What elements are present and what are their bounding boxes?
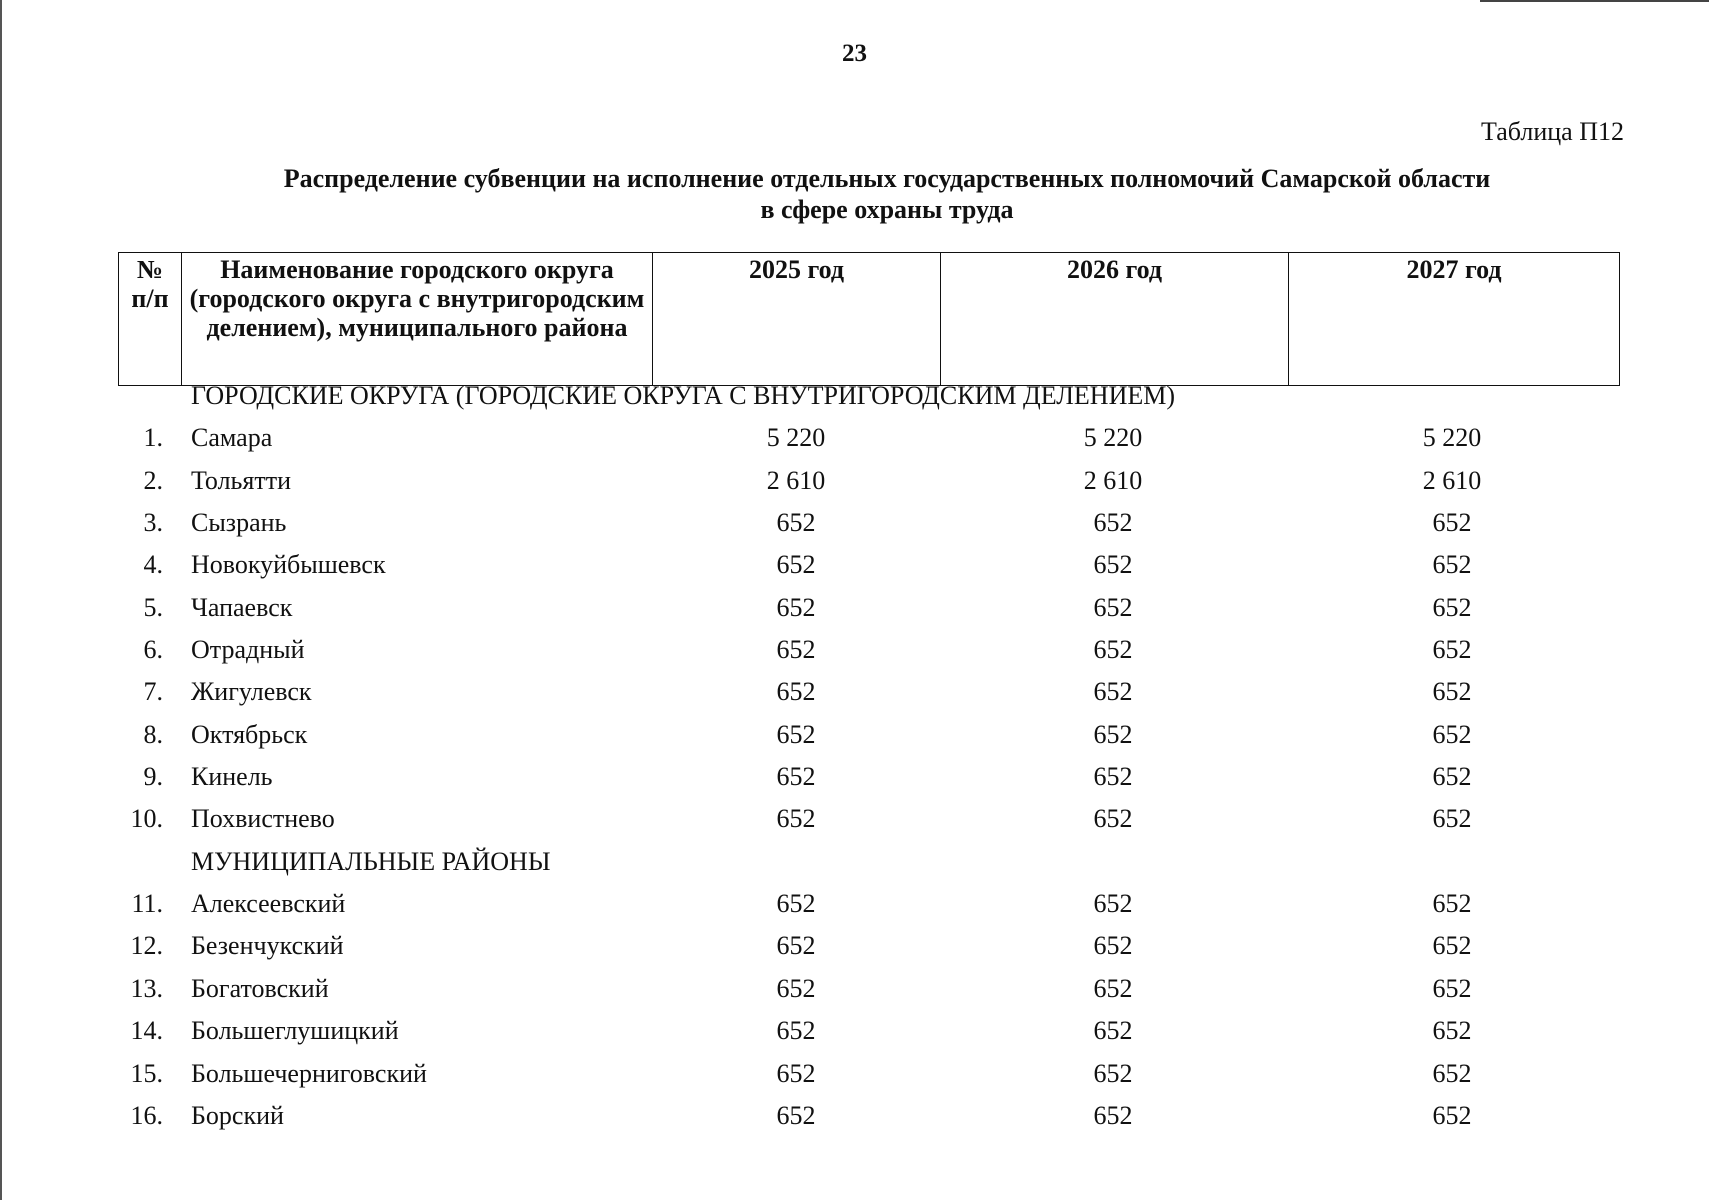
row-value-2026: 652 bbox=[1093, 889, 1133, 919]
page-number: 23 bbox=[842, 40, 867, 67]
section-title: ГОРОДСКИЕ ОКРУГА (ГОРОДСКИЕ ОКРУГА С ВНУТРИГОРОДСКИМ ДЕЛЕНИЕМ) bbox=[191, 381, 1176, 410]
row-value-2025: 652 bbox=[776, 762, 816, 792]
row-value-2025: 652 bbox=[776, 1058, 816, 1088]
row-value-2027: 5 220 bbox=[1422, 423, 1482, 453]
row-value-2026: 652 bbox=[1093, 635, 1133, 665]
table-row bbox=[0, 423, 1709, 469]
table-row bbox=[0, 931, 1709, 977]
row-value-2026: 2 610 bbox=[1083, 465, 1143, 495]
row-value-2026: 652 bbox=[1093, 719, 1133, 749]
row-number: 6. bbox=[143, 635, 163, 665]
row-number: 10. bbox=[130, 804, 163, 834]
table-row bbox=[0, 804, 1709, 850]
row-number: 2. bbox=[143, 465, 163, 495]
row-value-2027: 652 bbox=[1432, 677, 1472, 707]
row-name: Большеглушицкий bbox=[191, 1016, 399, 1046]
row-name: Кинель bbox=[191, 762, 273, 792]
table-row bbox=[0, 1016, 1709, 1062]
row-value-2027: 652 bbox=[1432, 973, 1472, 1003]
row-number: 11. bbox=[131, 889, 163, 919]
row-value-2025: 652 bbox=[776, 677, 816, 707]
table-label: Таблица П12 bbox=[1481, 117, 1624, 146]
row-number: 7. bbox=[143, 677, 163, 707]
section-row bbox=[0, 381, 1709, 427]
row-value-2025: 652 bbox=[776, 1016, 816, 1046]
row-value-2026: 652 bbox=[1093, 677, 1133, 707]
row-value-2026: 652 bbox=[1093, 1058, 1133, 1088]
row-name: Отрадный bbox=[191, 635, 305, 665]
row-value-2027: 652 bbox=[1432, 931, 1472, 961]
table-row bbox=[0, 465, 1709, 512]
table-row bbox=[0, 1100, 1709, 1147]
row-value-2027: 652 bbox=[1432, 635, 1472, 665]
row-name: Похвистнево bbox=[191, 804, 335, 834]
table-row bbox=[0, 508, 1709, 554]
row-value-2025: 652 bbox=[776, 592, 816, 622]
table-row bbox=[0, 1058, 1709, 1105]
header-2027: 2027 год bbox=[1289, 253, 1620, 386]
row-value-2027: 652 bbox=[1432, 1100, 1472, 1130]
row-value-2025: 2 610 bbox=[766, 465, 826, 495]
table-body bbox=[0, 381, 1709, 1147]
header-2026: 2026 год bbox=[941, 253, 1289, 386]
row-value-2026: 652 bbox=[1093, 1100, 1133, 1130]
row-number: 1. bbox=[143, 423, 163, 453]
row-value-2025: 5 220 bbox=[766, 423, 826, 453]
section-row bbox=[0, 846, 1709, 893]
header-num: № п/п bbox=[119, 253, 182, 386]
row-number: 9. bbox=[143, 762, 163, 792]
row-value-2026: 652 bbox=[1093, 973, 1133, 1003]
document-title bbox=[0, 163, 1709, 225]
row-value-2027: 652 bbox=[1432, 1016, 1472, 1046]
row-value-2025: 652 bbox=[776, 719, 816, 749]
row-value-2026: 652 bbox=[1093, 1016, 1133, 1046]
table-header-row bbox=[119, 253, 1620, 386]
row-value-2026: 652 bbox=[1093, 804, 1133, 834]
row-value-2027: 652 bbox=[1432, 592, 1472, 622]
row-name: Октябрьск bbox=[191, 719, 308, 749]
row-name: Чапаевск bbox=[191, 592, 293, 622]
table-row bbox=[0, 550, 1709, 596]
row-value-2027: 652 bbox=[1432, 508, 1472, 538]
row-value-2026: 5 220 bbox=[1083, 423, 1143, 453]
document-title-line2: в сфере охраны труда bbox=[760, 195, 1014, 224]
row-number: 14. bbox=[130, 1016, 163, 1046]
row-value-2025: 652 bbox=[776, 1100, 816, 1130]
row-value-2026: 652 bbox=[1093, 550, 1133, 580]
section-title: МУНИЦИПАЛЬНЫЕ РАЙОНЫ bbox=[191, 846, 551, 876]
table-row bbox=[0, 973, 1709, 1020]
row-value-2025: 652 bbox=[776, 931, 816, 961]
row-number: 4. bbox=[143, 550, 163, 580]
row-value-2027: 652 bbox=[1432, 762, 1472, 792]
table-row bbox=[0, 677, 1709, 723]
row-number: 3. bbox=[143, 508, 163, 538]
row-value-2026: 652 bbox=[1093, 762, 1133, 792]
table-row bbox=[0, 635, 1709, 681]
row-name: Борский bbox=[191, 1100, 284, 1130]
row-value-2027: 652 bbox=[1432, 550, 1472, 580]
header-name: Наименование городского округа (городского округа с внутригородским делением), муниципального района bbox=[182, 253, 653, 386]
row-number: 8. bbox=[143, 719, 163, 749]
row-value-2027: 652 bbox=[1432, 804, 1472, 834]
row-name: Жигулевск bbox=[191, 677, 312, 707]
row-name: Алексеевский bbox=[191, 889, 346, 919]
row-name: Сызрань bbox=[191, 508, 287, 538]
row-name: Большечерниговский bbox=[191, 1058, 427, 1088]
row-value-2025: 652 bbox=[776, 508, 816, 538]
table-header bbox=[118, 252, 1620, 386]
row-name: Безенчукский bbox=[191, 931, 344, 961]
row-name: Тольятти bbox=[191, 465, 292, 495]
row-value-2026: 652 bbox=[1093, 931, 1133, 961]
scan-top-edge bbox=[1480, 0, 1709, 2]
row-value-2026: 652 bbox=[1093, 592, 1133, 622]
row-value-2025: 652 bbox=[776, 889, 816, 919]
table-row bbox=[0, 592, 1709, 639]
row-name: Новокуйбышевск bbox=[191, 550, 386, 580]
row-value-2027: 652 bbox=[1432, 889, 1472, 919]
row-value-2025: 652 bbox=[776, 973, 816, 1003]
row-number: 5. bbox=[143, 592, 163, 622]
row-name: Богатовский bbox=[191, 973, 329, 1003]
table-row bbox=[0, 889, 1709, 935]
row-value-2025: 652 bbox=[776, 550, 816, 580]
row-value-2027: 652 bbox=[1432, 719, 1472, 749]
row-value-2027: 652 bbox=[1432, 1058, 1472, 1088]
table-row bbox=[0, 719, 1709, 766]
row-value-2026: 652 bbox=[1093, 508, 1133, 538]
row-number: 15. bbox=[130, 1058, 163, 1088]
document-title-line1: Распределение субвенции на исполнение отдельных государственных полномочий Самарской области bbox=[283, 164, 1491, 193]
row-number: 16. bbox=[130, 1100, 163, 1130]
row-value-2025: 652 bbox=[776, 635, 816, 665]
row-number: 13. bbox=[130, 973, 163, 1003]
table-row bbox=[0, 762, 1709, 808]
row-name: Самара bbox=[191, 423, 273, 453]
row-number: 12. bbox=[130, 931, 163, 961]
row-value-2025: 652 bbox=[776, 804, 816, 834]
row-value-2027: 2 610 bbox=[1422, 465, 1482, 495]
header-2025: 2025 год bbox=[653, 253, 941, 386]
